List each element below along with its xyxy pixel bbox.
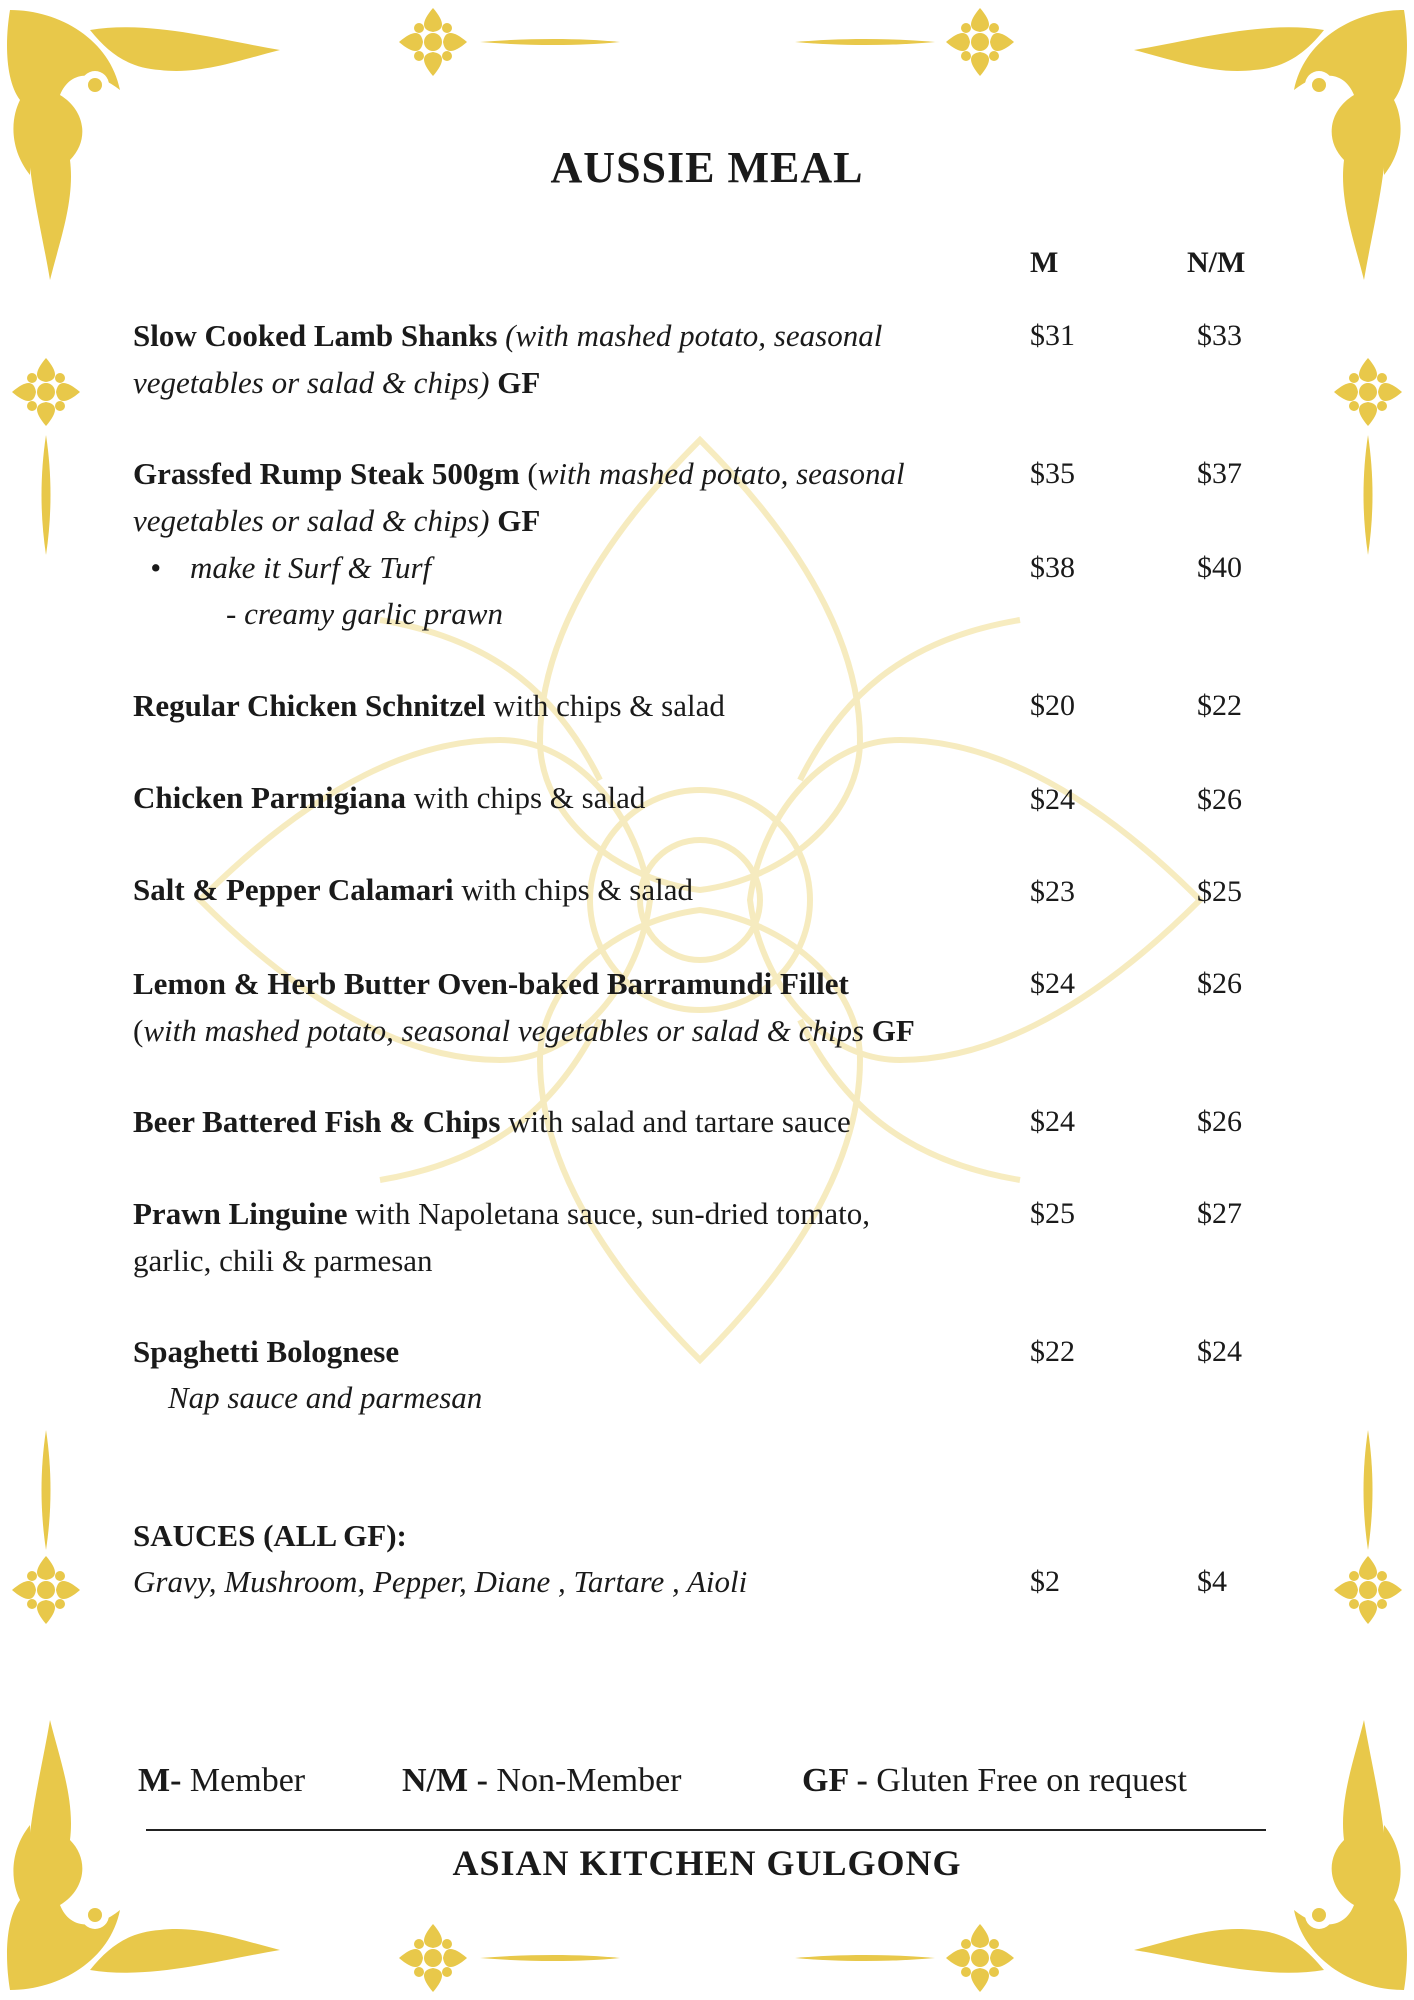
gf-tag: GF bbox=[497, 503, 541, 538]
item-description-cont: vegetables or salad & chips) bbox=[133, 365, 490, 400]
item-name: Spaghetti Bolognese bbox=[133, 1334, 400, 1369]
item-description: with chips & salad bbox=[461, 872, 693, 907]
price-member: $20 bbox=[1030, 689, 1075, 722]
price-member: $24 bbox=[1030, 967, 1075, 1000]
item-name: Lemon & Herb Butter Oven-baked Barramundi Fillet bbox=[133, 966, 849, 1001]
menu-item-lamb-shanks bbox=[133, 312, 993, 406]
item-description: with Napoletana sauce, sun-dried tomato, bbox=[355, 1196, 871, 1231]
column-header-non-member: N/M bbox=[1187, 246, 1246, 279]
price-non-member: $22 bbox=[1197, 689, 1242, 722]
bullet-icon: • bbox=[150, 550, 161, 585]
menu-item-fish-chips bbox=[133, 1098, 993, 1145]
legend-key: M- bbox=[138, 1762, 182, 1799]
option-detail: - creamy garlic prawn bbox=[226, 596, 503, 631]
item-description: (with mashed potato, seasonal bbox=[505, 318, 883, 353]
column-header-member: M bbox=[1030, 246, 1059, 279]
option-price-non-member: $40 bbox=[1197, 551, 1242, 584]
option-price-member: $38 bbox=[1030, 551, 1075, 584]
footer-divider bbox=[146, 1829, 1266, 1831]
legend-member bbox=[138, 1762, 305, 1800]
price-non-member: $24 bbox=[1197, 1335, 1242, 1368]
price-non-member: $25 bbox=[1197, 875, 1242, 908]
legend-key: GF - bbox=[802, 1762, 868, 1799]
item-name: Chicken Parmigiana bbox=[133, 780, 406, 815]
item-description: Nap sauce and parmesan bbox=[168, 1380, 483, 1415]
price-non-member: $26 bbox=[1197, 1105, 1242, 1138]
item-paren: ( bbox=[527, 456, 538, 491]
menu-item-spaghetti-bolognese bbox=[133, 1328, 993, 1375]
item-description: with salad and tartare sauce bbox=[508, 1104, 851, 1139]
price-member: $35 bbox=[1030, 457, 1075, 490]
price-non-member: $26 bbox=[1197, 783, 1242, 816]
price-non-member: $33 bbox=[1197, 319, 1242, 352]
restaurant-name: ASIAN KITCHEN GULGONG bbox=[452, 1843, 962, 1883]
legend-key: N/M - bbox=[402, 1762, 488, 1799]
item-name: Regular Chicken Schnitzel bbox=[133, 688, 486, 723]
price-non-member: $27 bbox=[1197, 1197, 1242, 1230]
menu-item-calamari bbox=[133, 866, 993, 913]
price-member: $31 bbox=[1030, 319, 1075, 352]
sauces-price-non-member: $4 bbox=[1197, 1565, 1227, 1598]
item-description: with mashed potato, seasonal vegetables or salad & chips bbox=[143, 1013, 865, 1048]
item-description: with chips & salad bbox=[493, 688, 725, 723]
item-name: Grassfed Rump Steak 500gm bbox=[133, 456, 520, 491]
sauces-heading: SAUCES (ALL GF): bbox=[133, 1518, 407, 1553]
menu-item-chicken-schnitzel bbox=[133, 682, 993, 729]
price-non-member: $37 bbox=[1197, 457, 1242, 490]
menu-item-barramundi bbox=[133, 960, 993, 1054]
item-name: Beer Battered Fish & Chips bbox=[133, 1104, 501, 1139]
legend-value: Non-Member bbox=[496, 1762, 682, 1799]
item-name: Slow Cooked Lamb Shanks bbox=[133, 318, 498, 353]
item-paren: ( bbox=[133, 1013, 144, 1048]
sauces-list: Gravy, Mushroom, Pepper, Diane , Tartare , Aioli bbox=[133, 1564, 748, 1599]
price-member: $25 bbox=[1030, 1197, 1075, 1230]
item-description: with chips & salad bbox=[413, 780, 646, 815]
item-description-cont: vegetables or salad & chips) bbox=[133, 503, 490, 538]
option-surf-turf: make it Surf & Turf bbox=[190, 550, 432, 585]
price-member: $22 bbox=[1030, 1335, 1075, 1368]
menu-item-prawn-linguine bbox=[133, 1190, 993, 1284]
item-name: Prawn Linguine bbox=[133, 1196, 348, 1231]
page-title: AUSSIE MEAL bbox=[550, 143, 864, 192]
item-description: with mashed potato, seasonal bbox=[537, 456, 905, 491]
item-description-cont: garlic, chili & parmesan bbox=[133, 1243, 433, 1278]
legend-gluten-free bbox=[802, 1762, 1187, 1800]
menu-item-rump-steak bbox=[133, 450, 993, 544]
legend-value: Gluten Free on request bbox=[876, 1762, 1187, 1799]
legend-value: Member bbox=[189, 1762, 306, 1799]
gf-tag: GF bbox=[497, 365, 541, 400]
price-non-member: $26 bbox=[1197, 967, 1242, 1000]
gf-tag: GF bbox=[871, 1013, 915, 1048]
price-member: $24 bbox=[1030, 1105, 1075, 1138]
legend-non-member bbox=[402, 1762, 681, 1800]
menu-item-chicken-parmigiana bbox=[133, 774, 993, 821]
price-member: $24 bbox=[1030, 783, 1075, 816]
item-name: Salt & Pepper Calamari bbox=[133, 872, 454, 907]
sauces-price-member: $2 bbox=[1030, 1565, 1060, 1598]
price-member: $23 bbox=[1030, 875, 1075, 908]
